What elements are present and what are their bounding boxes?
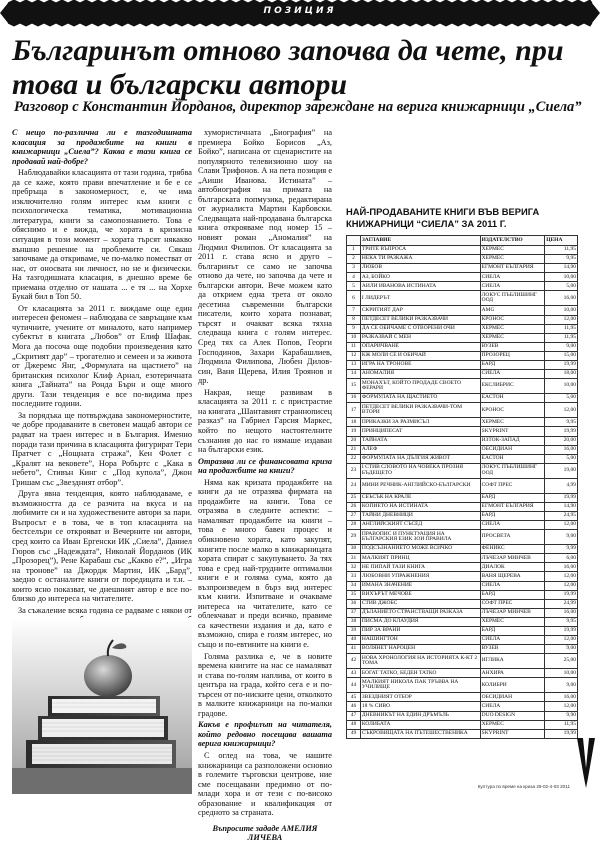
price-cell: 19,99	[545, 361, 578, 370]
price-cell: 19,00	[545, 463, 578, 478]
title-cell: ПЕТДЕСЕТ ВЕЛИКИ РАЗКАЗВАЧИ-ТОМ ВТОРИ	[360, 403, 480, 418]
rank-cell: 12	[347, 351, 361, 360]
byline: Въпросите зададе АМЕЛИЯ ЛИЧЕВА	[212, 823, 318, 843]
price-cell: 11,95	[545, 324, 578, 333]
publisher-cell: СИЕЛА	[480, 370, 545, 379]
title-cell: ФОРМУЛАТА НА ЩАСТИЕТО	[360, 394, 480, 403]
table-row	[347, 403, 578, 418]
rank-cell: 14	[347, 370, 361, 379]
rank-cell: 25	[347, 493, 361, 502]
table-row	[347, 394, 578, 403]
publisher-cell: ФЕНИКС	[480, 545, 545, 554]
publisher-cell: ХЕРМЕС	[480, 720, 545, 729]
publisher-cell: ЕАСТОН	[480, 394, 545, 403]
rank-cell: 21	[347, 445, 361, 454]
table-row	[347, 636, 578, 645]
table-row	[347, 645, 578, 654]
publisher-cell: СОФТ ПРЕС	[480, 599, 545, 608]
title-cell: КОПИЕТО НА ИСТИНАТА	[360, 502, 480, 511]
price-cell: 19,99	[545, 427, 578, 436]
title-cell: ПИСМА ДО КЛАУДИЯ	[360, 617, 480, 626]
rank-cell: 44	[347, 678, 361, 693]
table-row	[347, 493, 578, 502]
title-cell: ОПАРИЧВАНЕ	[360, 342, 480, 351]
rank-cell: 38	[347, 617, 361, 626]
table-row	[347, 315, 578, 324]
publisher-cell: ЕАСТОН	[480, 454, 545, 463]
rank-cell: 7	[347, 306, 361, 315]
title-cell: ДНЕВНИКЪТ НА ЕДИН ДРЪМЪЛЬ	[360, 711, 480, 720]
title-cell: I ЛИДЕРЪТ	[360, 291, 480, 306]
price-cell: 20,00	[545, 436, 578, 445]
rank-cell: 36	[347, 599, 361, 608]
publisher-cell: ВУЗЕВ	[480, 342, 545, 351]
price-cell: 9,00	[545, 645, 578, 654]
title-cell: ЗВЕЗДНИЯТ ОТБОР	[360, 693, 480, 702]
title-cell: АНОМАЛИЯ	[360, 370, 480, 379]
price-cell: 5,00	[545, 282, 578, 291]
title-cell: ФОРМУЛАТА НА ДЪЛГИЯ ЖИВОТ	[360, 454, 480, 463]
table-row	[347, 463, 578, 478]
title-cell: ПРИКАЗКИ ЗА РАЗМИСЪЛ	[360, 418, 480, 427]
title-cell: ЛЮБОВНИ УПРАЖНЕНИЯ	[360, 572, 480, 581]
price-cell: 14,90	[545, 264, 578, 273]
price-cell: 12,00	[545, 581, 578, 590]
publisher-cell: ПРОСВЕТА	[480, 530, 545, 545]
publisher-cell: ЛОКУС ПЪБЛИШИНГ ООД	[480, 463, 545, 478]
publisher-cell: ХЕРМЕС	[480, 255, 545, 264]
paragraph: За порядъка ще потвърждава закономерностите, че добре продаваните в световен мащаб автори се радват на траен интерес и в България. Именно поради тази причина в класацията фигурират Тери Пратчет с „Нощната стража”, Кен Фолет с „Кралят на вековете”, Нора Робъртс с „Кака в небето”, Стивън Кинг с „Под купола”, Джон Гришам със „Звездният отбор”.	[12, 410, 192, 487]
price-cell: 15,00	[545, 351, 578, 360]
price-cell: 12,00	[545, 572, 578, 581]
rank-cell: 15	[347, 379, 361, 394]
table-row	[347, 563, 578, 572]
price-cell: 19,99	[545, 590, 578, 599]
table-row	[347, 590, 578, 599]
price-cell: 9,00	[545, 678, 578, 693]
rank-cell: 16	[347, 394, 361, 403]
title-cell: АЗ, БОЙКО	[360, 273, 480, 282]
rank-cell: 13	[347, 361, 361, 370]
title-cell: БОГАТ ТАТКО, БЕДЕН ТАТКО	[360, 669, 480, 678]
title-cell: СТИВ ДЖОБС	[360, 599, 480, 608]
rank-cell: 1	[347, 246, 361, 255]
rank-cell: 35	[347, 590, 361, 599]
publisher-cell: ЛЪЧЕЗАР МИНЧЕВ	[480, 554, 545, 563]
price-cell: 16,00	[545, 693, 578, 702]
publisher-cell: АНХИРА	[480, 669, 545, 678]
table-row	[347, 678, 578, 693]
title-cell: ИГРА НА ТРОНОВЕ	[360, 361, 480, 370]
price-cell: 12,00	[545, 521, 578, 530]
title-cell: АЛЕФ	[360, 445, 480, 454]
rank-cell: 46	[347, 702, 361, 711]
publisher-cell: ОБСИДИАН	[480, 693, 545, 702]
rank-cell: 23	[347, 463, 361, 478]
rank-cell: 39	[347, 627, 361, 636]
title-cell: ВИХЪРЪТ МЕЧОВЕ	[360, 590, 480, 599]
paragraph: Накрая, неще развивам в класацията за 2011 г. с пристрастие на книгата „Шантавият страннописец разказ” на Габриел Гарсия Маркес, който по нещото настоятелните съзнания до нас го нямаше издаван на български език.	[198, 387, 332, 455]
rank-cell: 22	[347, 454, 361, 463]
table-row	[347, 711, 578, 720]
price-cell: 14,90	[545, 502, 578, 511]
price-cell: 18,00	[545, 370, 578, 379]
paragraph: Няма как кризата продажбите на книги да не отразява фирмата на продажбите на книги. Това се отразява в следните аспекти: – намаляват продажбите на книги – това е много бавен процес и обикновено хората, като закупят, книгите после малко в книжарницата хората спират с закупуването. За тях това е сред най-трудните оптимални книги е и голяма сума, която да възпроизведем в бърз вид интерес към книги. Изпитване и очакваме интереса на читателите, като се облекчават и преди всичко, правиме са качествени издания и да, като е възможно, спира е голям интерес, но също и по-евтините на книги е.	[198, 477, 332, 649]
price-cell: 10,00	[545, 669, 578, 678]
title-cell: РАЗКАЗВАЙ С МЕН	[360, 333, 480, 342]
section-banner	[0, 0, 600, 26]
table-row	[347, 627, 578, 636]
paragraph: Голяма разлика е, че в новите времена книгите на нас се намаляват и става по-голям наплива, от които в центъра на града, който сега е и по-търсен от по-ниските цени, отколкото в малките книжарници на по-малки градове.	[198, 651, 332, 718]
rank-cell: 47	[347, 711, 361, 720]
table-row	[347, 324, 578, 333]
publisher-cell: КРОНОС	[480, 403, 545, 418]
title-cell: ТАЙНИ ДНЕВНИЦИ	[360, 511, 480, 520]
paragraph: хумористичната „Биография” на премиера Бойко Борисов „Аз, Бойко”, написана от сценаристите на популярното телевизионно шоу на Слави Трифонов. А на пета позиция е „Аиши Иванова. Истината” – автобиография на примата на българската попмузика, редактирана от журналиста Мартин Карбовски. Следващата най-продавана българска книга открояваме под номер 15 – новият роман „Аномалия” на Людмил Филипов. От класацията за 2011 г. става ясно и друго – българинът се само не започва отново да чете, но започва да чете и български автори. Вече можем като да открием една трета от около десетина съвременни български писатели, които хората познават, търсят и очакват всяка тяхна следваща книга с голям интерес. Сред тях са Алек Попов, Георги Господинов, Захари Карабашлиев, Людмила Филипова, Любен Дилов-син, Ваня Щерева, Илия Троянов и др.	[198, 128, 332, 386]
rank-cell: 9	[347, 324, 361, 333]
publisher-cell: БАРД	[480, 493, 545, 502]
title-cell: МАЛКИЯТ НИКОЛА ПАК ТРЪВВА НА УЧИЛИЩЕ	[360, 678, 480, 693]
rank-cell: 43	[347, 669, 361, 678]
rank-cell: 20	[347, 436, 361, 445]
price-cell: 16,00	[545, 291, 578, 306]
rank-cell: 24	[347, 478, 361, 493]
publisher-cell: ХЕРМЕС	[480, 617, 545, 626]
price-cell: 19,99	[545, 493, 578, 502]
rank-cell: 30	[347, 545, 361, 554]
publisher-cell: СОФТ ПРЕС	[480, 478, 545, 493]
table-row	[347, 599, 578, 608]
table-row	[347, 702, 578, 711]
price-cell: 16,00	[545, 445, 578, 454]
publisher-cell: ЕКСЛИБРИС	[480, 379, 545, 394]
price-cell: 24,95	[545, 511, 578, 520]
table-row	[347, 654, 578, 669]
price-cell: 5,00	[545, 454, 578, 463]
title-cell: МАЛКИЯТ ПРИНЦ	[360, 554, 480, 563]
publisher-cell: ЕГМОНТ БЪЛГАРИЯ	[480, 264, 545, 273]
title-cell: ПРИНЦИПЕСАТ	[360, 427, 480, 436]
title-cell: МИНИ РЕЧНИК-АНГЛИЙСКО-БЪЛГАРСКИ	[360, 478, 480, 493]
price-cell: 9,90	[545, 711, 578, 720]
table-row	[347, 255, 578, 264]
price-cell: 12,00	[545, 403, 578, 418]
price-cell: 10,00	[545, 306, 578, 315]
title-cell: КЖ МОЛИ СЕ И ОБИЧАЙ	[360, 351, 480, 360]
title-cell: ПЕТДЕСЕТ ВЕЛИКИ РАЗКАЗВАЧИ	[360, 315, 480, 324]
bestsellers-table	[346, 235, 578, 739]
rank-cell: 17	[347, 403, 361, 418]
publisher-cell: SKYPRINT	[480, 427, 545, 436]
article-headline: Българинът отново започва да чете, при това и български автори	[12, 34, 564, 101]
table-row	[347, 291, 578, 306]
price-cell: 19,99	[545, 627, 578, 636]
publisher-cell: СИЕЛА	[480, 521, 545, 530]
publisher-cell: ПРОЗОРЕЦ	[480, 351, 545, 360]
table-row	[347, 502, 578, 511]
table-row	[347, 720, 578, 729]
publisher-cell: БАРД	[480, 361, 545, 370]
header-number	[347, 236, 361, 246]
rank-cell: 11	[347, 342, 361, 351]
title-cell: НАШИНГТОН	[360, 636, 480, 645]
table-row	[347, 445, 578, 454]
table-row	[347, 521, 578, 530]
rank-cell: 34	[347, 581, 361, 590]
price-cell: 9,95	[545, 255, 578, 264]
table-row	[347, 669, 578, 678]
publisher-cell: КОЛИБРИ	[480, 678, 545, 693]
publisher-cell: БАРД	[480, 590, 545, 599]
header-publisher: ИЗДАТЕЛСТВО	[480, 236, 545, 246]
interview-question: С нещо по-различна ли е тазгодишната класация за продажбите на книги в книжарници „Сиела”? Каква е тази книга се продавай най-добре?	[12, 128, 192, 166]
publisher-cell: СИЕЛА	[480, 282, 545, 291]
price-cell: 12,00	[545, 702, 578, 711]
title-cell: СБЪСЪК НА КРАЛЕ	[360, 493, 480, 502]
publisher-cell: ВАНЯ ЩЕРЕВА	[480, 572, 545, 581]
rank-cell: 5	[347, 282, 361, 291]
header-price: ЦЕНА	[545, 236, 578, 246]
publisher-cell: ИЗТОК-ЗАПАД	[480, 436, 545, 445]
table-row	[347, 545, 578, 554]
rank-cell: 28	[347, 521, 361, 530]
price-cell: 12,00	[545, 315, 578, 324]
table-row	[347, 554, 578, 563]
table-row	[347, 379, 578, 394]
table-row	[347, 693, 578, 702]
rank-cell: 42	[347, 654, 361, 669]
title-cell: 18 % СИВО	[360, 702, 480, 711]
title-cell: I СТИВ СЛОВОТО НА ЧОВЕКА ПРОЗНЯ БЪДЕЩЕТО	[360, 463, 480, 478]
price-cell: 9,95	[545, 418, 578, 427]
paragraph: Наблюдавайки класацията от тази година, трябва да се каже, която прави впечатление и бе е се пребръща в закономерност, е, че има изключително голям интерес към книги с психологическа тематика, мотивационна литература, книги за самопознанието. Това е обяснимо и е вижда, че хората в кризисна ситуация в този момент – хората търсят някакво външно решение на проблемите си. Сякаш започваме да откриваме, че по-малко поместват от нас, от оносвата ни личност, но не и физически. На тазгодишната класация, в днешно време бе приемана отделно от нашата ... е тя ... на Хорхе Букай бил в Топ 50.	[12, 168, 192, 302]
publisher-cell: ХЕРМЕС	[480, 333, 545, 342]
publisher-cell: СИЕЛА	[480, 581, 545, 590]
rank-cell: 26	[347, 502, 361, 511]
paragraph: С оглед на това, че нашите книжарници са разположени основно в големите търговски центрове, ние сме посещавани предимно от по-млади хора и от тези с по-високо образование и квалификация от средното за страната.	[198, 751, 332, 818]
article-column-2	[198, 128, 332, 843]
title-cell: НОВА ХРОНОЛОГИЯ НА ИСТОРИЯТА К-КТ 2 ТОМА	[360, 654, 480, 669]
table-row	[347, 418, 578, 427]
title-cell: АИЛИ ИВАНОВА ИСТИНАТА	[360, 282, 480, 291]
publisher-cell: БАРД	[480, 627, 545, 636]
title-cell: ТАЙНАТА	[360, 436, 480, 445]
rank-cell: 18	[347, 418, 361, 427]
price-cell: 11,95	[545, 333, 578, 342]
table-row	[347, 454, 578, 463]
price-cell: 9,00	[545, 342, 578, 351]
price-cell: 19,99	[545, 729, 578, 738]
title-cell: ДЪЛАНИЕТО СТРАНСТВАЩИ РАЗКАЗА	[360, 608, 480, 617]
rank-cell: 40	[347, 636, 361, 645]
rank-cell: 45	[347, 693, 361, 702]
article-column-1	[12, 128, 192, 614]
table-row	[347, 729, 578, 738]
title-cell: ПОДСЪЗНАНИЕТО МОЖЕ ВСИЧКО	[360, 545, 480, 554]
table-row	[347, 264, 578, 273]
price-cell: 4,99	[545, 478, 578, 493]
table-row	[347, 581, 578, 590]
title-cell: ИМАНА ЗНАЧЕНИЕ	[360, 581, 480, 590]
table-row	[347, 617, 578, 626]
table-row	[347, 436, 578, 445]
table-row	[347, 273, 578, 282]
publisher-cell: AMG	[480, 306, 545, 315]
publisher-cell: СИЕЛА	[480, 636, 545, 645]
paragraph: От класацията за 2011 г. виждаме още един интересен феномен – наблюдава се завръщане към чутичните, учените от миналото, като например субектът в книгата „Любов” от Елиф Шафак. Мога да посоча още подобни произведения като „Скритият дар” – трогателно и семеен и за живота от Джеремс Янг, „Формулата на щастието” на британския психолог Клиф Арнал, езотеричната книга „Тайната” на Ронда Бърн и още много други. Тази тенденция е все по-видима през последните години.	[12, 303, 192, 409]
paragraph: Друга явна тенденция, която наблюдаваме, е възможността да се разчита на вкуса и на любимите си и на художествените автори за пари. Въпросът е в това, че в топ класацията на бестселъри се открояват и Вечерните ни автори, сред които са Иван Ергенски ИК „Сиела”, Даниел Гюров със „Надеждата”, Николай Йорданов (ИК „Прозорец”), Рене Карабаш със „Какво е?”, „Игра на тронове” на Джордж Мартин, ИК „Бард”, заедно с останалите книги от поредицата и т.н. – които ясно показват, че днешният автор е все по-близко до интереса на читателите.	[12, 489, 192, 604]
price-cell: 11,95	[545, 720, 578, 729]
publisher-cell: БАРД	[480, 511, 545, 520]
title-cell: СКРИТИЯТ ДАР	[360, 306, 480, 315]
table-row	[347, 530, 578, 545]
title-cell: МОНАХЪТ, КОЙТО ПРОДАДЕ СВОЕТО ФЕРАРИ	[360, 379, 480, 394]
title-cell: НЕ ПИПАЙ ТАЗИ КНИГА	[360, 563, 480, 572]
rank-cell: 27	[347, 511, 361, 520]
price-cell: 6,00	[545, 554, 578, 563]
table-row	[347, 333, 578, 342]
scissors-icon	[575, 738, 597, 788]
price-cell: 12,00	[545, 636, 578, 645]
title-cell: ПРАВОПИС И ПУНКТУАЦИЯ НА БЪЛГАРСКИЯ ЕЗИК ЗОИ ПРАВИЛА	[360, 530, 480, 545]
price-cell: 16,00	[545, 563, 578, 572]
interview-question: Отразява ли се финансовата криза на продажбите на книги?	[198, 456, 332, 476]
publisher-cell: ЛЪЧЕЗАР МИНЧЕВ	[480, 608, 545, 617]
table-row	[347, 478, 578, 493]
publisher-cell: ХЕРМЕС	[480, 246, 545, 255]
title-cell: СЪКРОВИЩАТА НА ПЪТЕШЕСТВЕНИКА	[360, 729, 480, 738]
table-row	[347, 427, 578, 436]
rank-cell: 4	[347, 273, 361, 282]
rank-cell: 41	[347, 645, 361, 654]
publisher-cell: ЛОКУС ПЪБЛИШИНГ ООД	[480, 291, 545, 306]
title-cell: НЕКА ТИ РАЗКАЖА	[360, 255, 480, 264]
rank-cell: 19	[347, 427, 361, 436]
price-cell: 9,00	[545, 530, 578, 545]
price-cell: 5,00	[545, 394, 578, 403]
publisher-cell: СИЕЛА	[480, 702, 545, 711]
section-label: ПОЗИЦИЯ	[263, 6, 337, 16]
footer-note: Култура по време на криза 29-02-4-03 2011	[477, 784, 570, 789]
price-cell: 24,99	[545, 599, 578, 608]
bestsellers-table-title: НАЙ-ПРОДАВАНИТЕ КНИГИ ВЪВ ВЕРИГА КНИЖАРНИЦИ “СИЕЛА” ЗА 2011 Г.	[346, 206, 540, 229]
table-row	[347, 370, 578, 379]
rank-cell: 2	[347, 255, 361, 264]
table-row	[347, 342, 578, 351]
rank-cell: 31	[347, 554, 361, 563]
title-cell: ТРИТЕ ВЪПРОСА	[360, 246, 480, 255]
rank-cell: 37	[347, 608, 361, 617]
rank-cell: 49	[347, 729, 361, 738]
title-cell: КОЛИБАТА	[360, 720, 480, 729]
publisher-cell: SKYPRINT	[480, 729, 545, 738]
publisher-cell: ЕГМОНТ БЪЛГАРИЯ	[480, 502, 545, 511]
publisher-cell: DUO DESIGN	[480, 711, 545, 720]
rank-cell: 33	[347, 572, 361, 581]
paragraph: За съжаление всяка година се радваме с някои от	[18, 605, 192, 615]
publisher-cell: ХЕРМЕС	[480, 418, 545, 427]
publisher-cell: ОБСИДИАН	[480, 445, 545, 454]
title-cell: ПИР ЗА ВРАНИ	[360, 627, 480, 636]
price-cell: 9,99	[545, 545, 578, 554]
price-cell: 11,95	[545, 246, 578, 255]
publisher-cell: ВУЗЕВ	[480, 645, 545, 654]
title-cell: АНГЛИЙСКИЯТ СЪСЕД	[360, 521, 480, 530]
table-row	[347, 511, 578, 520]
table-row	[347, 246, 578, 255]
books-and-apple-illustration	[12, 618, 192, 794]
interview-question: Какъв е профилът на читателя, който редовно посещава вашата верига книжарници?	[198, 720, 332, 749]
price-cell: 16,00	[545, 608, 578, 617]
price-cell: 9,95	[545, 617, 578, 626]
table-row	[347, 608, 578, 617]
table-row	[347, 306, 578, 315]
publisher-cell: СИЕЛА	[480, 273, 545, 282]
rank-cell: 8	[347, 315, 361, 324]
article-subhead: Разговор с Константин Йорданов, директор зареждане на верига книжарници „Сиела”	[14, 99, 582, 115]
rank-cell: 32	[347, 563, 361, 572]
table-header-row	[347, 236, 578, 246]
table-row	[347, 282, 578, 291]
table-row	[347, 361, 578, 370]
title-cell: ЛЮБОВ	[360, 264, 480, 273]
rank-cell: 29	[347, 530, 361, 545]
header-title: ЗАГЛАВИЕ	[360, 236, 480, 246]
rank-cell: 6	[347, 291, 361, 306]
rank-cell: 10	[347, 333, 361, 342]
price-cell: 25,00	[545, 654, 578, 669]
publisher-cell: ДИАЛОК	[480, 563, 545, 572]
table-row	[347, 351, 578, 360]
rank-cell: 48	[347, 720, 361, 729]
price-cell: 10,00	[545, 273, 578, 282]
title-cell: ДА СЕ ОБИЧАМЕ С ОТВОРЕНИ ОЧИ	[360, 324, 480, 333]
price-cell: 10,00	[545, 379, 578, 394]
publisher-cell: ХЕРМЕС	[480, 324, 545, 333]
publisher-cell: ИГЛИКА	[480, 654, 545, 669]
table-row	[347, 572, 578, 581]
publisher-cell: КРОНОС	[480, 315, 545, 324]
title-cell: ВОЛЯНЕТ НАРОЦЕН	[360, 645, 480, 654]
rank-cell: 3	[347, 264, 361, 273]
